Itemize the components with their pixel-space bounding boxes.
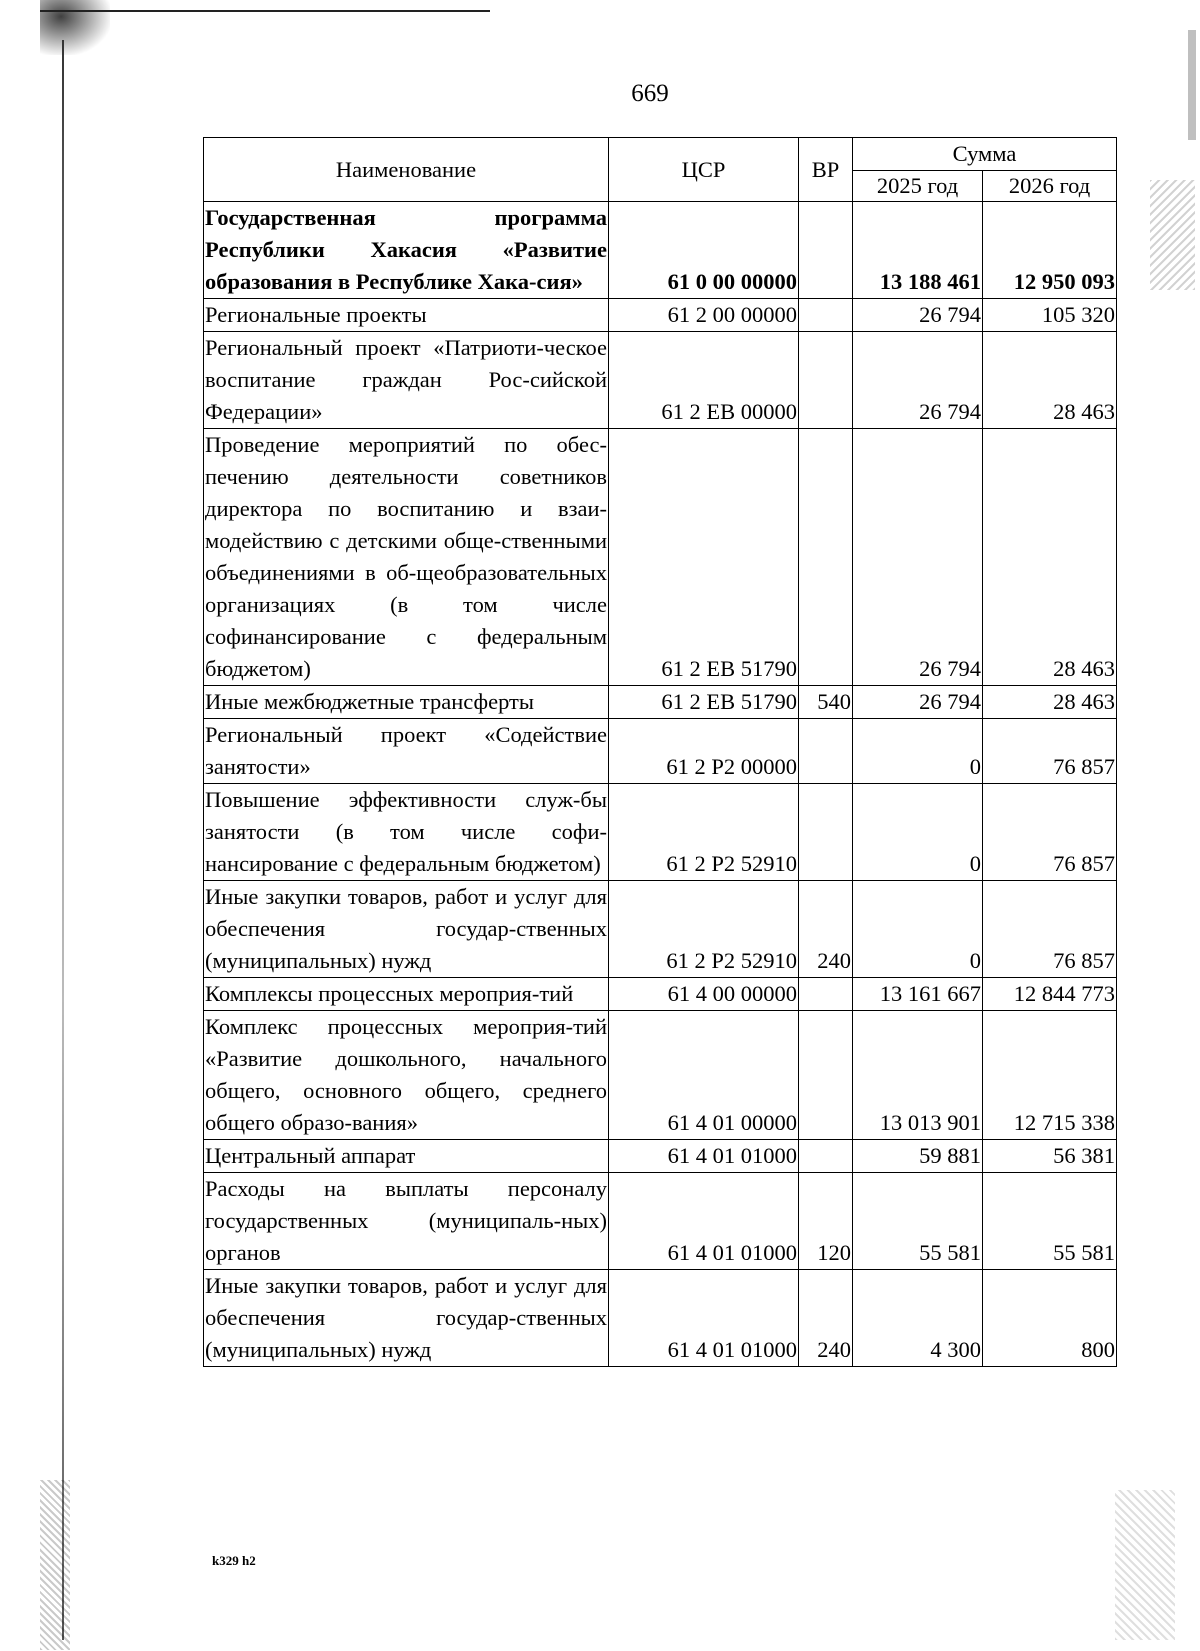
table-row: [204, 1140, 1117, 1173]
row-sum-2025: 26 794: [853, 332, 983, 429]
row-sum-2026: 12 715 338: [983, 1011, 1117, 1140]
row-vr: [799, 719, 853, 784]
row-csr: 61 4 01 01000: [609, 1173, 799, 1270]
scan-noise: [40, 1480, 70, 1650]
scan-noise: [1115, 1490, 1175, 1640]
row-sum-2025: 26 794: [853, 429, 983, 686]
table-row: [204, 1173, 1117, 1270]
row-csr: 61 0 00 00000: [609, 202, 799, 299]
table-row: [204, 1011, 1117, 1140]
row-sum-2026: 56 381: [983, 1140, 1117, 1173]
row-csr: 61 2 00 00000: [609, 299, 799, 332]
row-name: Иные закупки товаров, работ и услуг для обеспечения государ-ственных (муниципальных) нужд: [204, 1270, 609, 1367]
row-sum-2026: 28 463: [983, 332, 1117, 429]
table-row: [204, 299, 1117, 332]
row-csr: 61 2 Р2 52910: [609, 784, 799, 881]
row-sum-2025: 59 881: [853, 1140, 983, 1173]
row-vr: [799, 429, 853, 686]
scan-edge-line: [62, 40, 64, 1640]
row-csr: 61 4 01 01000: [609, 1140, 799, 1173]
row-sum-2025: 13 013 901: [853, 1011, 983, 1140]
row-csr: 61 2 Р2 00000: [609, 719, 799, 784]
scan-edge-line: [40, 10, 490, 12]
row-vr: [799, 332, 853, 429]
scan-noise: [1150, 180, 1195, 290]
header-csr: ЦСР: [609, 138, 799, 202]
row-name: Проведение мероприятий по обес-печению деятельности советников директора по воспитанию и взаи-модействию с детскими обще-ственными объединениями в об-щеобразовательных организациях (в том числе софинансирование с федеральным бюджетом): [204, 429, 609, 686]
header-name: Наименование: [204, 138, 609, 202]
row-sum-2025: 26 794: [853, 299, 983, 332]
page-number: 669: [631, 80, 669, 107]
row-sum-2025: 26 794: [853, 686, 983, 719]
row-name: Региональный проект «Содействие занятости»: [204, 719, 609, 784]
header-year-2026: 2026 год: [983, 171, 1117, 202]
row-name: Иные закупки товаров, работ и услуг для обеспечения государ-ственных (муниципальных) нужд: [204, 881, 609, 978]
table-row: [204, 686, 1117, 719]
document-code: k329 h2: [212, 1553, 256, 1568]
row-csr: 61 2 ЕВ 51790: [609, 686, 799, 719]
row-sum-2026: 12 950 093: [983, 202, 1117, 299]
row-name: Иные межбюджетные трансферты: [204, 686, 609, 719]
row-csr: 61 4 01 00000: [609, 1011, 799, 1140]
table-row: [204, 784, 1117, 881]
row-sum-2025: 0: [853, 784, 983, 881]
row-sum-2025: 13 188 461: [853, 202, 983, 299]
budget-table: [203, 137, 1117, 1367]
header-vr: ВР: [799, 138, 853, 202]
row-vr: 120: [799, 1173, 853, 1270]
row-sum-2026: 105 320: [983, 299, 1117, 332]
row-csr: 61 2 ЕВ 51790: [609, 429, 799, 686]
row-sum-2025: 55 581: [853, 1173, 983, 1270]
row-vr: [799, 202, 853, 299]
row-csr: 61 2 Р2 52910: [609, 881, 799, 978]
scan-noise: [40, 0, 110, 55]
row-vr: 240: [799, 881, 853, 978]
row-sum-2025: 4 300: [853, 1270, 983, 1367]
row-name: Комплексы процессных мероприя-тий: [204, 978, 609, 1011]
table-row: [204, 1270, 1117, 1367]
table-row: [204, 202, 1117, 299]
row-vr: 240: [799, 1270, 853, 1367]
row-csr: 61 4 00 00000: [609, 978, 799, 1011]
row-sum-2025: 0: [853, 881, 983, 978]
row-name: Государственная программа Республики Хакасия «Развитие образования в Республике Хака-сия»: [204, 202, 609, 299]
row-vr: [799, 299, 853, 332]
table-row: [204, 332, 1117, 429]
row-sum-2026: 76 857: [983, 881, 1117, 978]
row-sum-2026: 28 463: [983, 429, 1117, 686]
row-csr: 61 4 01 01000: [609, 1270, 799, 1367]
row-vr: [799, 1011, 853, 1140]
row-sum-2025: 0: [853, 719, 983, 784]
table-row: [204, 429, 1117, 686]
row-name: Комплекс процессных мероприя-тий «Развитие дошкольного, начального общего, основного общего, среднего общего образо-вания»: [204, 1011, 609, 1140]
row-sum-2026: 55 581: [983, 1173, 1117, 1270]
row-vr: [799, 784, 853, 881]
table-row: [204, 978, 1117, 1011]
row-sum-2026: 76 857: [983, 784, 1117, 881]
row-csr: 61 2 ЕВ 00000: [609, 332, 799, 429]
row-sum-2026: 28 463: [983, 686, 1117, 719]
row-vr: [799, 1140, 853, 1173]
table-row: [204, 881, 1117, 978]
row-vr: 540: [799, 686, 853, 719]
row-name: Расходы на выплаты персоналу государственных (муниципаль-ных) органов: [204, 1173, 609, 1270]
row-sum-2025: 13 161 667: [853, 978, 983, 1011]
row-name: Повышение эффективности служ-бы занятости (в том числе софи-нансирование с федеральным бюджетом): [204, 784, 609, 881]
row-name: Региональный проект «Патриоти-ческое воспитание граждан Рос-сийской Федерации»: [204, 332, 609, 429]
header-sum: Сумма: [853, 138, 1117, 171]
table-row: [204, 719, 1117, 784]
row-sum-2026: 76 857: [983, 719, 1117, 784]
header-year-2025: 2025 год: [853, 171, 983, 202]
row-name: Центральный аппарат: [204, 1140, 609, 1173]
row-sum-2026: 800: [983, 1270, 1117, 1367]
row-sum-2026: 12 844 773: [983, 978, 1117, 1011]
row-vr: [799, 978, 853, 1011]
row-name: Региональные проекты: [204, 299, 609, 332]
